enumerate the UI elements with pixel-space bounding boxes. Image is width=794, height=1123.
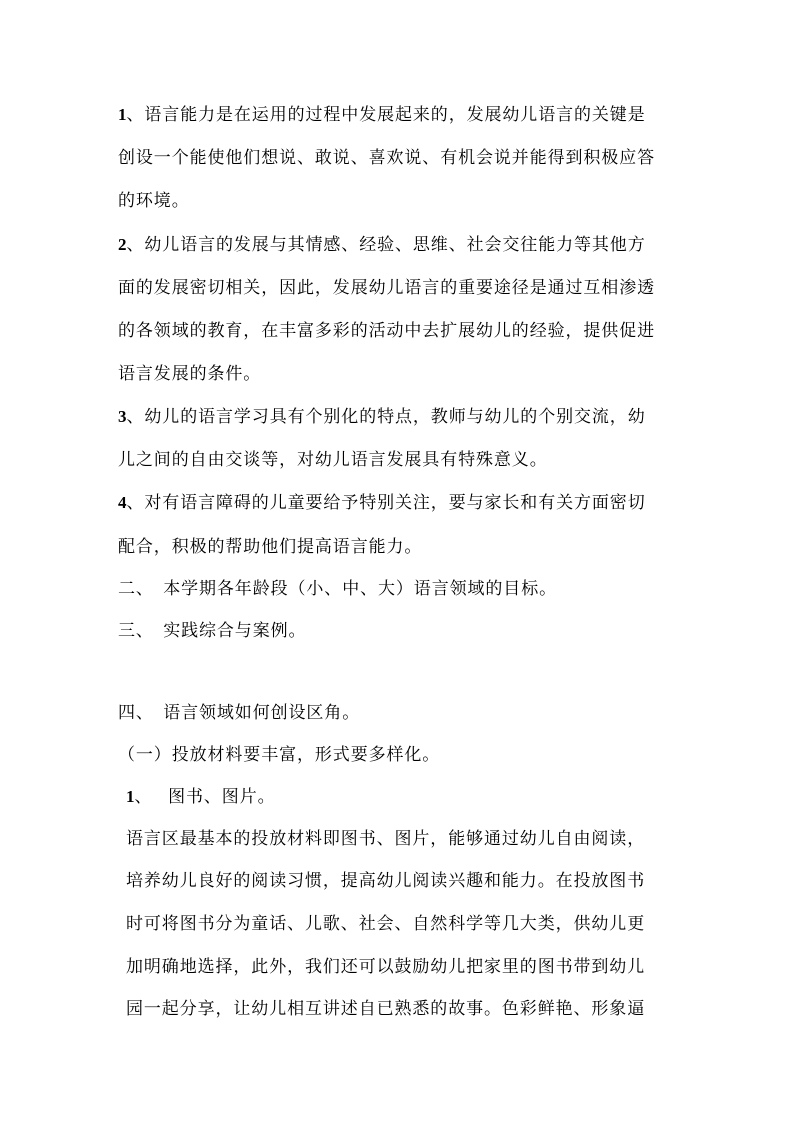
line-text: 配合，积极的帮助他们提高语言能力。: [118, 537, 423, 557]
item-number: 3: [118, 407, 127, 426]
line-text: 园一起分享，让幼儿相互讲述自已熟悉的故事。色彩鲜艳、形象逼: [126, 999, 646, 1019]
text-line: [118, 277, 655, 299]
text-line: [118, 190, 190, 212]
line-text: （一）投放材料要丰富，形式要多样化。: [118, 745, 441, 765]
text-line: [118, 449, 548, 471]
text-line: [126, 870, 645, 892]
line-text: 培养幼儿良好的阅读习惯，提高幼儿阅读兴趣和能力。在投放图书: [126, 871, 646, 891]
item-number: 2: [118, 235, 127, 254]
section-heading: [118, 620, 306, 642]
text-line: [126, 956, 645, 978]
list-item-heading: [126, 786, 276, 808]
text-line: [126, 913, 645, 935]
line-text: 语言区最基本的投放材料即图书、图片，能够通过幼儿自由阅读，: [126, 829, 646, 849]
text-line: [118, 536, 422, 558]
text-line: [118, 363, 261, 385]
subsection-heading: [118, 744, 440, 766]
section-heading: [118, 578, 557, 600]
line-text: 面的发展密切相关，因此，发展幼儿语言的重要途径是通过互相渗透: [118, 278, 655, 298]
line-text: 加明确地选择，此外，我们还可以鼓励幼儿把家里的图书带到幼儿: [126, 957, 646, 977]
text-line: [118, 104, 646, 126]
line-text: 的各领域的教育，在丰富多彩的活动中去扩展幼儿的经验，提供促进: [118, 321, 655, 341]
line-text: 、幼儿的语言学习具有个别化的特点，教师与幼儿的个别交流，幼: [126, 407, 646, 427]
text-line: [118, 492, 646, 514]
item-number: 4: [118, 493, 127, 512]
line-text: 、幼儿语言的发展与其情感、经验、思维、社会交往能力等其他方: [126, 235, 646, 255]
line-text: 的环境。: [118, 191, 190, 211]
line-text: 创设一个能使他们想说、敢说、喜欢说、有机会说并能得到积极应答: [118, 148, 655, 168]
item-number: 1: [118, 105, 127, 124]
line-text: 、 图书、图片。: [134, 787, 276, 807]
section-heading: [118, 702, 360, 724]
text-line: [118, 234, 646, 256]
text-line: [126, 998, 645, 1020]
text-line: [118, 147, 655, 169]
line-text: 二、 本学期各年龄段（小、中、大）语言领域的目标。: [118, 579, 557, 599]
text-line: [118, 320, 655, 342]
line-text: 儿之间的自由交谈等，对幼儿语言发展具有特殊意义。: [118, 450, 548, 470]
line-text: 三、 实践综合与案例。: [118, 621, 307, 641]
line-text: 、对有语言障碍的儿童要给予特别关注，要与家长和有关方面密切: [126, 493, 646, 513]
line-text: 语言发展的条件。: [118, 364, 262, 384]
text-line: [126, 828, 645, 850]
line-text: 、语言能力是在运用的过程中发展起来的，发展幼儿语言的关键是: [126, 105, 646, 125]
line-text: 四、 语言领域如何创设区角。: [118, 703, 361, 723]
line-text: 时可将图书分为童话、儿歌、社会、自然科学等几大类，供幼儿更: [126, 914, 646, 934]
text-line: [118, 406, 646, 428]
item-number: 1: [126, 787, 135, 806]
